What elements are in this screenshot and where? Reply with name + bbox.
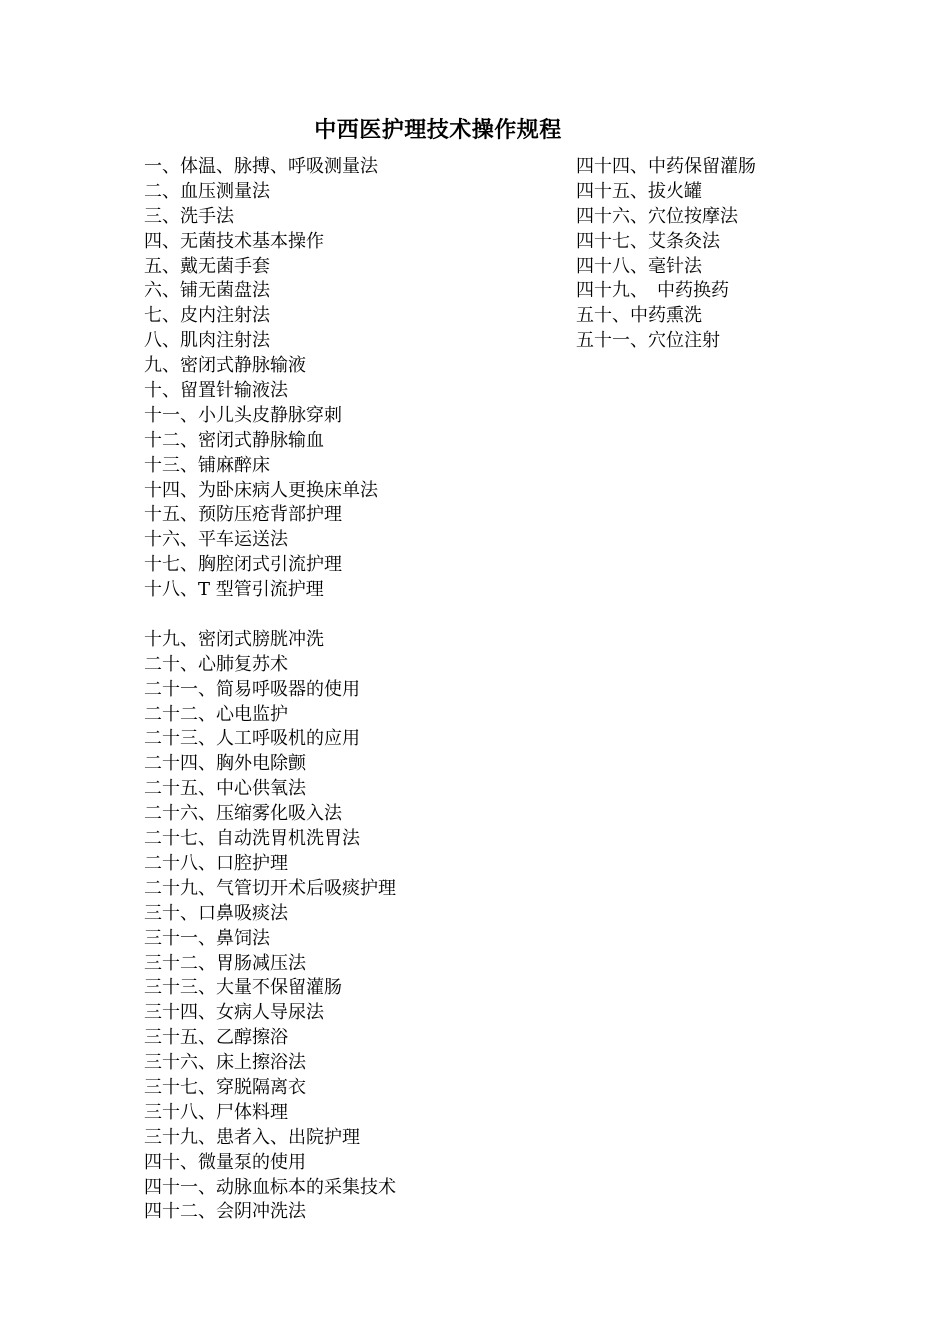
toc-entry: 八、肌肉注射法	[144, 330, 270, 352]
toc-entry: 二十一、简易呼吸器的使用	[144, 678, 360, 700]
toc-entry: 三十九、患者入、出院护理	[144, 1126, 360, 1148]
toc-entry: 十三、铺麻醉床	[144, 454, 270, 476]
toc-entry: 四十一、动脉血标本的采集技术	[144, 1176, 396, 1198]
toc-entry: 十七、胸腔闭式引流护理	[144, 554, 342, 576]
toc-entry: 二十、心肺复苏术	[144, 653, 288, 675]
toc-entry: 四十五、拔火罐	[576, 180, 702, 202]
toc-entry: 十八、T 型管引流护理	[144, 579, 324, 601]
toc-entry: 二十三、人工呼吸机的应用	[144, 728, 360, 750]
toc-entry: 十六、平车运送法	[144, 529, 288, 551]
toc-entry: 三十二、胃肠减压法	[144, 952, 306, 974]
toc-entry: 十二、密闭式静脉输血	[144, 429, 324, 451]
toc-entry: 二十九、气管切开术后吸痰护理	[144, 877, 396, 899]
toc-entry: 二十四、胸外电除颤	[144, 753, 306, 775]
toc-entry: 十四、为卧床病人更换床单法	[144, 479, 378, 501]
toc-right-column	[576, 155, 756, 354]
toc-entry: 四十六、穴位按摩法	[576, 205, 738, 227]
toc-left-column	[144, 155, 396, 1225]
toc-entry: 三十一、鼻饲法	[144, 927, 270, 949]
toc-entry: 三十八、尸体料理	[144, 1101, 288, 1123]
toc-entry: 三十七、穿脱隔离衣	[144, 1076, 306, 1098]
toc-entry: 七、皮内注射法	[144, 305, 270, 327]
toc-entry: 五、戴无菌手套	[144, 255, 270, 277]
toc-entry: 二十八、口腔护理	[144, 852, 288, 874]
toc-entry: 十一、小儿头皮静脉穿刺	[144, 404, 342, 426]
toc-entry: 三十三、大量不保留灌肠	[144, 977, 342, 999]
toc-entry: 六、铺无菌盘法	[144, 280, 270, 302]
document-title: 中西医护理技术操作规程	[314, 117, 562, 143]
toc-entry: 一、体温、脉搏、呼吸测量法	[144, 156, 378, 177]
toc-entry: 三十五、乙醇擦浴	[144, 1027, 288, 1049]
toc-entry: 四十七、艾条灸法	[576, 230, 720, 252]
toc-entry: 四十、微量泵的使用	[144, 1151, 306, 1173]
toc-entry: 十、留置针输液法	[144, 380, 288, 402]
toc-entry: 三十四、女病人导尿法	[144, 1002, 324, 1024]
toc-entry: 四十九、 中药换药	[576, 280, 729, 302]
toc-entry: 十九、密闭式膀胱冲洗	[144, 628, 324, 650]
toc-entry: 三十、口鼻吸痰法	[144, 902, 288, 924]
toc-entry: 五十、中药熏洗	[576, 305, 702, 327]
toc-entry: 四十四、中药保留灌肠	[576, 156, 756, 177]
toc-entry: 四十二、会阴冲洗法	[144, 1201, 306, 1223]
toc-entry: 二十七、自动洗胃机洗胃法	[144, 828, 360, 850]
toc-entry: 三十六、床上擦浴法	[144, 1052, 306, 1074]
toc-entry: 四十八、毫针法	[576, 255, 702, 277]
toc-entry: 二十五、中心供氧法	[144, 778, 306, 800]
toc-entry: 二、血压测量法	[144, 180, 270, 202]
toc-entry: 九、密闭式静脉输液	[144, 355, 306, 377]
toc-entry: 四、无菌技术基本操作	[144, 230, 324, 252]
toc-entry: 五十一、穴位注射	[576, 330, 720, 352]
toc-entry: 三、洗手法	[144, 205, 234, 227]
toc-entry: 二十六、压缩雾化吸入法	[144, 803, 342, 825]
toc-entry: 十五、预防压疮背部护理	[144, 504, 342, 526]
toc-entry: 二十二、心电监护	[144, 703, 288, 725]
